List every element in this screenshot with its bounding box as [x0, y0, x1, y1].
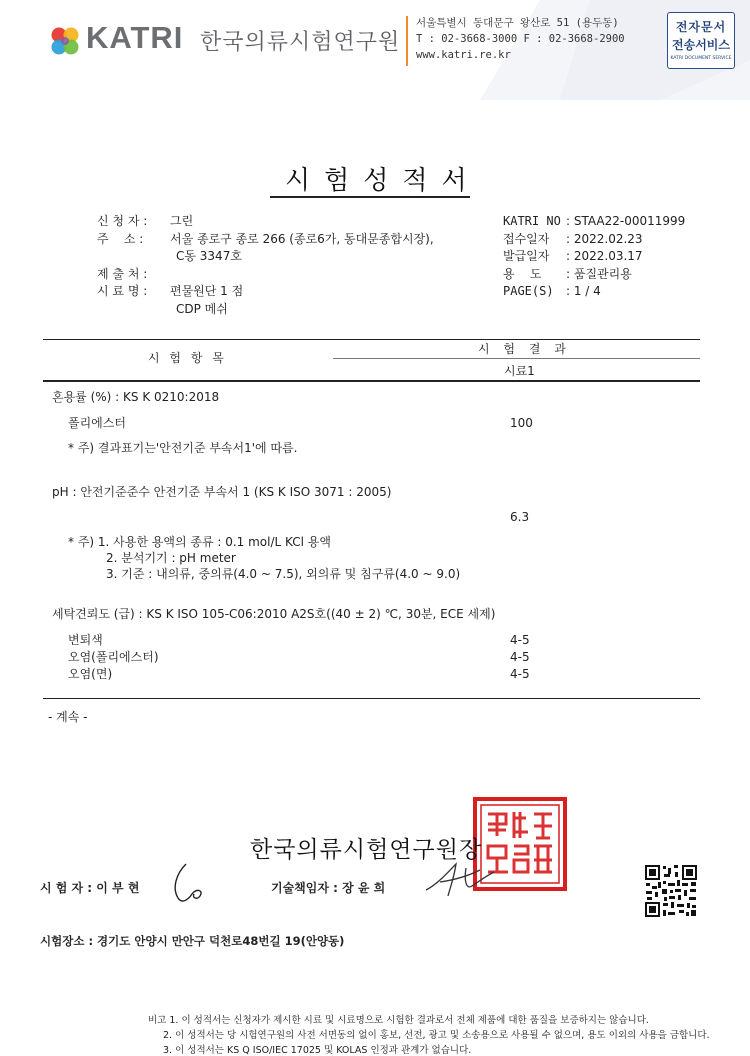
wash-row-2-label: 오염(폴리에스터): [68, 650, 159, 664]
issue-date-value: : 2022.03.17: [566, 249, 643, 263]
address-label: 주 소 :: [97, 232, 144, 246]
footer-note-1: 비고 1. 이 성적서는 신청자가 제시한 시료 및 시료명으로 시험한 결과로서 전체 제품에 대한 품질을 보증하지는 않습니다.: [148, 1015, 649, 1026]
continued-marker: - 계속 -: [48, 710, 88, 724]
issue-date-label: 발급일자: [503, 249, 550, 263]
katri-logo-icon: [48, 24, 82, 58]
received-date-label: 접수일자: [503, 232, 550, 246]
applicant-value: 그린: [170, 214, 194, 228]
tester-signature-label: 시 험 자 : 이 부 현: [40, 881, 140, 895]
title-underline: [270, 196, 470, 198]
katri-no-value: : STAA22-00011999: [566, 214, 686, 228]
wash-row-3-value: 4-5: [510, 667, 530, 681]
col-header-sample: 시료1: [504, 364, 535, 378]
qr-code-icon: [644, 864, 698, 918]
wash-row-3-label: 오염(면): [68, 667, 113, 681]
tech-manager-signature-label: 기술책임자 : 장 윤 희: [271, 881, 386, 895]
e-document-badge: [667, 12, 735, 69]
phone-fax-line: T : 02-3668-3000 F : 02-3668-2900: [416, 33, 625, 45]
badge-line-1: 전자문서: [675, 20, 727, 34]
sample-name-label: 시 료 명 :: [97, 284, 148, 298]
badge-line-3: KATRI DOCUMENT SERVICE: [670, 56, 732, 61]
issuer-name: 한국의류시험연구원장: [250, 837, 483, 863]
wash-row-1-value: 4-5: [510, 633, 530, 647]
ph-value: 6.3: [510, 510, 530, 524]
ph-note-2: 2. 분석기기 : pH meter: [106, 551, 236, 565]
logo-wordmark: KATRI: [86, 20, 184, 55]
footer-note-3: 3. 이 성적서는 KS Q ISO/IEC 17025 및 KOLAS 인정과 관계가 없습니다.: [163, 1045, 472, 1056]
blend-title: 혼용률 (%) : KS K 0210:2018: [52, 390, 220, 404]
tester-handwritten-signature: [170, 860, 212, 906]
institute-name: 한국의류시험연구원: [200, 30, 401, 55]
header: [0, 0, 750, 100]
tech-manager-handwritten-signature: [420, 856, 500, 902]
col-header-result: 시 험 결 과: [478, 342, 571, 356]
blend-row-value: 100: [510, 416, 533, 430]
address-value: 서울 종로구 종로 266 (종로6가, 동대문종합시장),: [170, 232, 434, 246]
received-date-value: : 2022.02.23: [566, 232, 643, 246]
sample-name-value: 편물원단 1 점: [170, 284, 244, 298]
purpose-value: : 품질관리용: [566, 267, 632, 281]
address-line-1: 서울특별시 동대문구 왕산로 51 (용두동): [416, 17, 619, 29]
address-value-2: C동 3347호: [176, 249, 242, 263]
table-bottom-rule: [43, 698, 700, 699]
applicant-label: 신 청 자 :: [97, 214, 148, 228]
table-header-midrule: [333, 358, 700, 359]
purpose-label: 용 도: [503, 267, 542, 281]
blend-row-label: 폴리에스터: [68, 416, 126, 430]
ph-title: pH : 안전기준준수 안전기준 부속서 1 (KS K ISO 3071 : 2005): [52, 485, 392, 499]
pages-label: PAGE(S): [503, 284, 554, 298]
footer-note-2: 2. 이 성적서는 당 시험연구원의 사전 서면동의 없이 홍보, 선전, 광고 및 소송용으로 사용될 수 없으며, 용도 이외의 사용을 금합니다.: [163, 1030, 710, 1041]
badge-line-2: 전송서비스: [672, 38, 730, 52]
ph-note-1: * 주) 1. 사용한 용액의 종류 : 0.1 mol/L KCl 용액: [68, 535, 331, 549]
wash-row-1-label: 변퇴색: [68, 633, 103, 647]
ph-note-3: 3. 기준 : 내의류, 중의류(4.0 ~ 7.5), 외의류 및 침구류(4.0 ~ 9.0): [106, 567, 461, 581]
table-header-bottom-rule: [43, 380, 700, 382]
col-header-item: 시 험 항 목: [148, 351, 227, 365]
blend-note: * 주) 결과표기는'안전기준 부속서1'에 따름.: [68, 441, 298, 455]
pages-value: : 1 / 4: [566, 284, 601, 298]
document-title: 시험성적서: [285, 166, 481, 196]
wash-row-2-value: 4-5: [510, 650, 530, 664]
header-divider: [406, 16, 408, 66]
test-location: 시험장소 : 경기도 안양시 만안구 덕천로48번길 19(안양동): [40, 934, 345, 948]
katri-no-label: KATRI NO: [503, 214, 561, 228]
submit-to-label: 제 출 처 :: [97, 267, 148, 281]
sample-name-value-2: CDP 메쉬: [176, 302, 228, 316]
table-top-rule: [43, 339, 700, 340]
website-line: www.katri.re.kr: [416, 49, 511, 61]
wash-title: 세탁견뢰도 (급) : KS K ISO 105-C06:2010 A2S호((40 ± 2) ℃, 30분, ECE 세제): [52, 607, 496, 621]
